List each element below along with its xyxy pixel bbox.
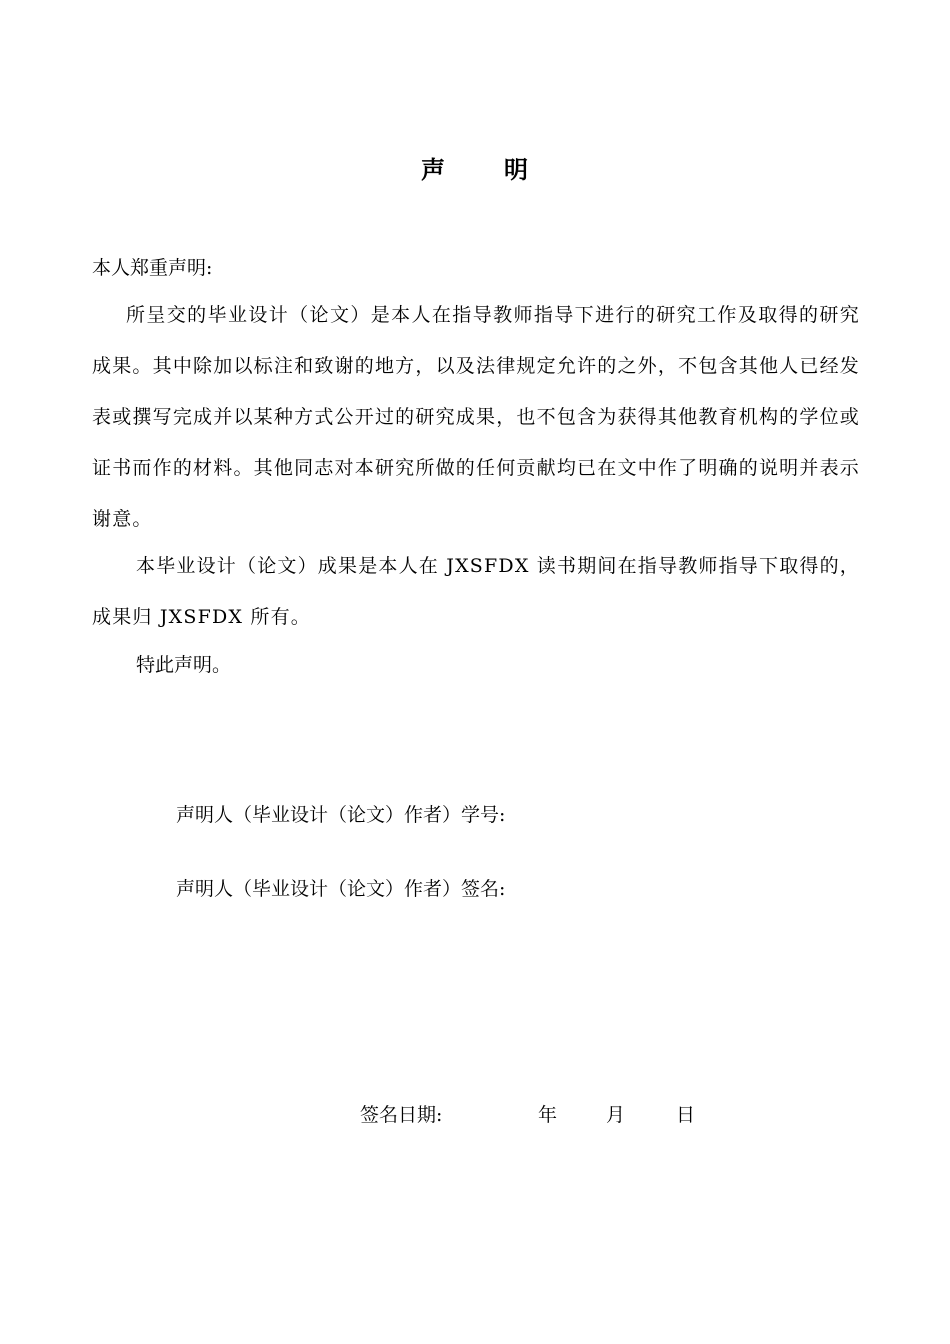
- signature-date-row: [360, 1092, 695, 1138]
- year-label: 年: [538, 1104, 558, 1126]
- declaration-paragraph-1: 所呈交的毕业设计（论文）是本人在指导教师指导下进行的研究工作及取得的研究成果。其中除加以标注和致谢的地方，以及法律规定允许的之外，不包含其他人已经发表或撰写完成并以某种方式公开过的研究成果，也不包含为获得其他教育机构的学位或证书而作的材料。其他同志对本研究所做的任何贡献均已在文中作了明确的说明并表示谢意。: [92, 304, 860, 530]
- title-char-2: 明: [504, 155, 529, 184]
- page-title: [0, 150, 950, 185]
- student-id-label: 声明人（毕业设计（论文）作者）学号:: [176, 804, 506, 826]
- declaration-closing: 特此声明。: [136, 654, 232, 676]
- date-label: 签名日期:: [360, 1104, 443, 1126]
- month-label: 月: [606, 1104, 626, 1126]
- title-char-1: 声: [421, 155, 446, 184]
- signature-label: 声明人（毕业设计（论文）作者）签名:: [176, 878, 506, 900]
- intro-line: 本人郑重声明:: [92, 257, 213, 279]
- day-label: 日: [676, 1104, 696, 1126]
- declaration-paragraph-2: 本毕业设计（论文）成果是本人在 JXSFDX 读书期间在指导教师指导下取得的，成果归 JXSFDX 所有。: [92, 555, 860, 628]
